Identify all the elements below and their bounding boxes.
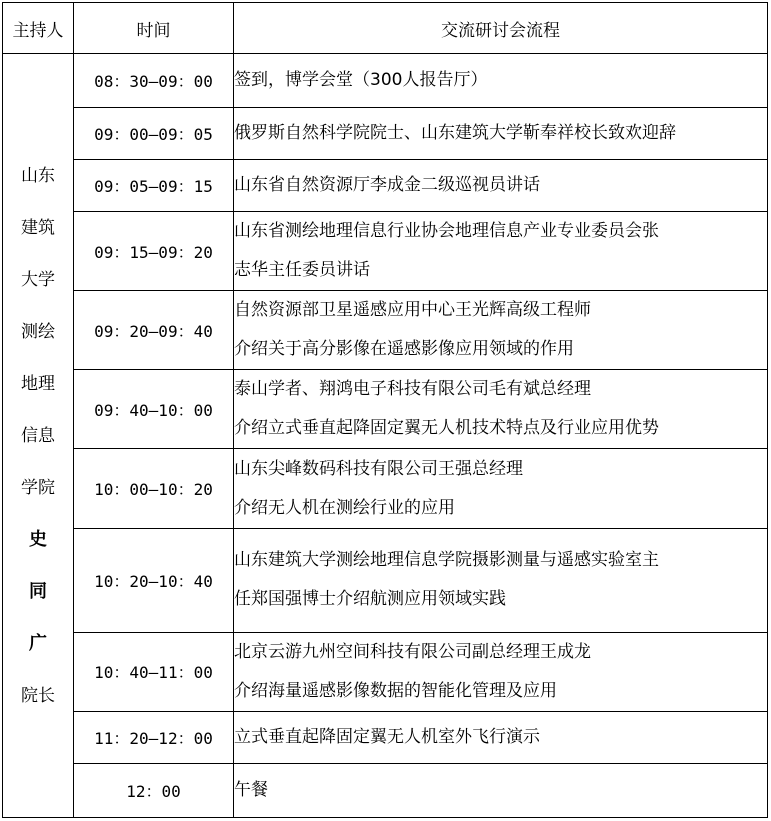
flow-cell — [234, 711, 768, 763]
host-line: 同 — [29, 580, 47, 602]
time-cell: 10：40—11：00 — [74, 632, 234, 711]
flow-cell — [234, 54, 768, 108]
time-cell: 11：20—12：00 — [74, 711, 234, 763]
flow-cell — [234, 763, 768, 817]
flow-cell — [234, 108, 768, 160]
time-cell: 10：20—10：40 — [74, 528, 234, 632]
flow-line: 介绍立式垂直起降固定翼无人机技术特点及行业应用优势 — [234, 418, 659, 439]
time-cell: 09：05—09：15 — [74, 160, 234, 212]
flow-line: 俄罗斯自然科学院院士、山东建筑大学靳奉祥校长致欢迎辞 — [234, 123, 676, 144]
flow-line: 山东省测绘地理信息行业协会地理信息产业专业委员会张 — [234, 221, 659, 242]
flow-cell — [234, 160, 768, 212]
host-line: 大学 — [21, 269, 55, 290]
flow-line: 自然资源部卫星遥感应用中心王光辉高级工程师 — [234, 300, 591, 321]
schedule-row — [3, 711, 768, 763]
flow-line: 介绍海量遥感影像数据的智能化管理及应用 — [234, 680, 557, 701]
time-cell: 10：00—10：20 — [74, 449, 234, 528]
host-line: 学院 — [21, 477, 55, 498]
flow-cell — [234, 212, 768, 291]
flow-line: 介绍关于高分影像在遥感影像应用领域的作用 — [234, 339, 574, 360]
schedule-row — [3, 54, 768, 108]
host-line: 广 — [29, 632, 47, 654]
host-line: 建筑 — [21, 217, 55, 238]
time-cell: 08：30—09：00 — [74, 54, 234, 108]
flow-cell — [234, 291, 768, 370]
schedule-table — [2, 2, 768, 818]
header-row — [3, 3, 768, 54]
flow-line: 介绍无人机在测绘行业的应用 — [234, 497, 455, 518]
flow-line: 志华主任委员讲话 — [234, 260, 370, 281]
time-cell: 09：00—09：05 — [74, 108, 234, 160]
time-cell: 09：40—10：00 — [74, 370, 234, 449]
schedule-row — [3, 291, 768, 370]
schedule-body — [3, 54, 768, 818]
flow-line: 午餐 — [234, 779, 268, 800]
host-line: 地理 — [21, 373, 55, 394]
flow-line: 任郑国强博士介绍航测应用领域实践 — [234, 589, 506, 610]
flow-cell — [234, 528, 768, 632]
flow-cell — [234, 632, 768, 711]
host-cell — [3, 54, 74, 818]
header-host: 主持人 — [3, 3, 74, 54]
schedule-row — [3, 160, 768, 212]
host-line: 山东 — [21, 165, 55, 186]
flow-line: 山东建筑大学测绘地理信息学院摄影测量与遥感实验室主 — [234, 550, 659, 571]
flow-line: 山东尖峰数码科技有限公司王强总经理 — [234, 458, 523, 479]
time-cell: 12：00 — [74, 763, 234, 817]
host-line: 史 — [29, 528, 47, 550]
flow-line: 北京云游九州空间科技有限公司副总经理王成龙 — [234, 641, 591, 662]
schedule-row — [3, 212, 768, 291]
flow-line: 山东省自然资源厅李成金二级巡视员讲话 — [234, 175, 540, 196]
time-cell: 09：20—09：40 — [74, 291, 234, 370]
time-cell: 09：15—09：20 — [74, 212, 234, 291]
flow-cell — [234, 370, 768, 449]
flow-cell — [234, 449, 768, 528]
schedule-row — [3, 528, 768, 632]
schedule-row — [3, 108, 768, 160]
flow-line: 泰山学者、翔鸿电子科技有限公司毛有斌总经理 — [234, 379, 591, 400]
schedule-row — [3, 763, 768, 817]
schedule-row — [3, 449, 768, 528]
schedule-row — [3, 370, 768, 449]
header-time: 时间 — [74, 3, 234, 54]
schedule-row — [3, 632, 768, 711]
header-flow: 交流研讨会流程 — [234, 3, 768, 54]
flow-line: 签到，博学会堂（300人报告厅） — [234, 70, 488, 91]
host-line: 测绘 — [21, 321, 55, 342]
host-line: 院长 — [21, 685, 55, 706]
host-line: 信息 — [21, 425, 55, 446]
flow-line: 立式垂直起降固定翼无人机室外飞行演示 — [234, 726, 540, 747]
